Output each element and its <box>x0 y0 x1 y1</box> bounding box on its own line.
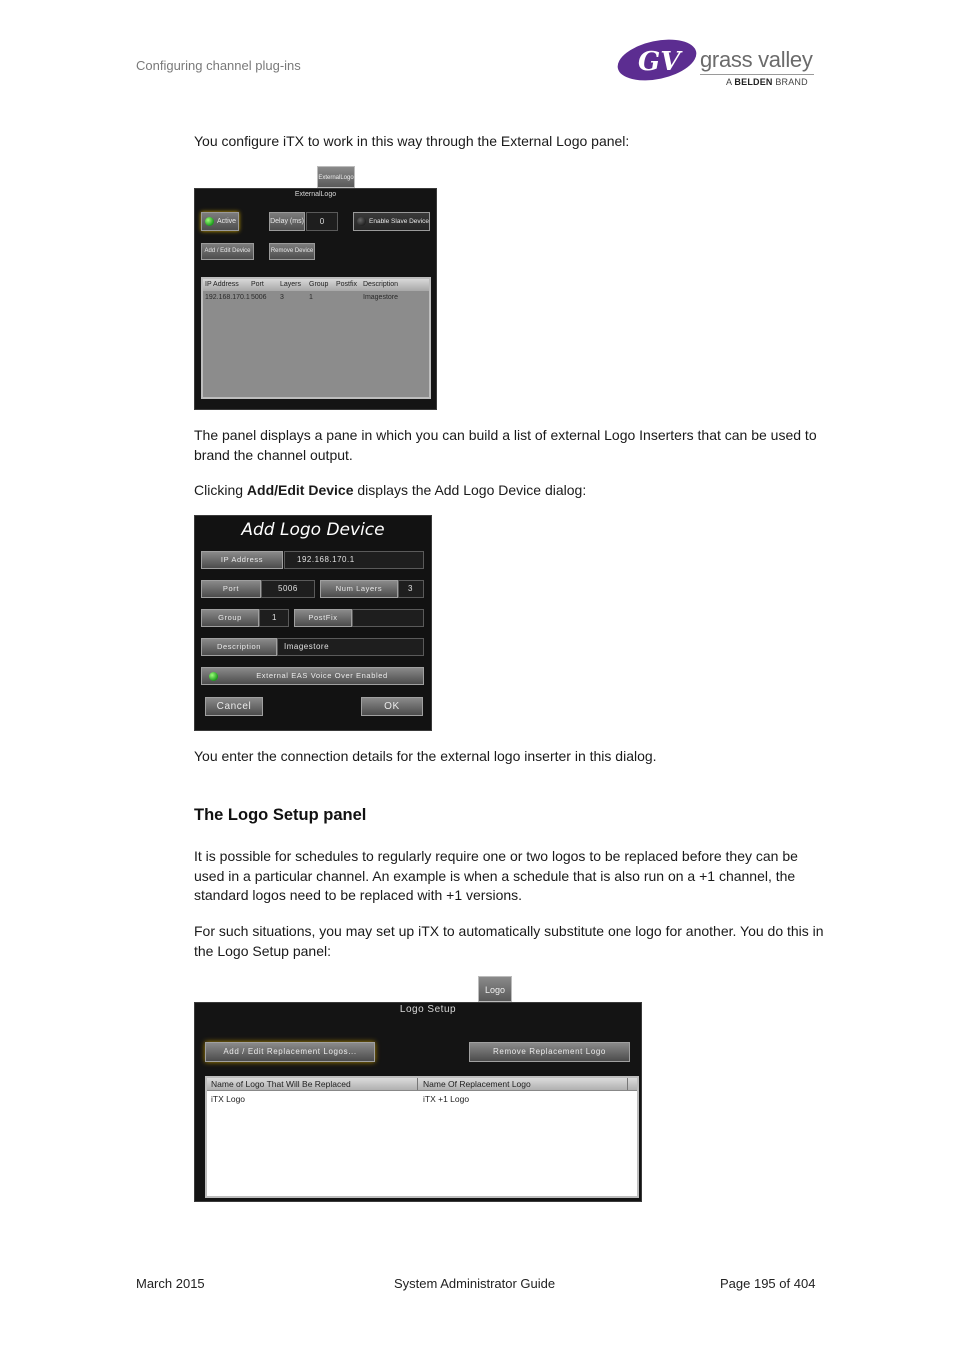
cell-replacement-logo: iTX +1 Logo <box>423 1094 470 1104</box>
remove-replacement-logo-button[interactable]: Remove Replacement Logo <box>469 1042 630 1062</box>
tab-external-logo[interactable]: ExternalLogo <box>317 166 355 188</box>
delay-label: Delay (ms) <box>269 212 305 231</box>
column-divider <box>627 1078 628 1090</box>
col-logo-to-replace: Name of Logo That Will Be Replaced <box>211 1079 351 1089</box>
click-paragraph: Clicking Add/Edit Device displays the Add Logo Device dialog: <box>194 482 587 498</box>
col-port: Port <box>251 281 264 288</box>
eas-voice-over-toggle[interactable]: External EAS Voice Over Enabled <box>201 667 424 685</box>
port-input[interactable]: 5006 <box>261 580 315 598</box>
active-led-icon <box>205 217 214 226</box>
cell-ip: 192.168.170.1 <box>205 294 250 301</box>
postfix-input[interactable] <box>352 609 424 627</box>
footer-page: Page 195 of 404 <box>720 1276 816 1291</box>
device-list <box>201 277 431 399</box>
tab-logo[interactable]: Logo <box>478 976 512 1002</box>
cell-layers: 3 <box>280 294 284 301</box>
svg-text:GV: GV <box>638 47 681 77</box>
ip-address-input[interactable]: 192.168.170.1 <box>284 551 424 569</box>
external-logo-panel <box>194 188 437 410</box>
description-label: Description <box>201 638 277 656</box>
delay-input[interactable]: 0 <box>306 212 338 231</box>
section-heading: The Logo Setup panel <box>194 806 367 824</box>
col-description: Description <box>363 281 399 288</box>
panel-description-paragraph: The panel displays a pane in which you can build a list of external Logo Inserters that can be used to brand the channel output. <box>194 427 817 463</box>
panel-title: ExternalLogo <box>294 191 337 198</box>
num-layers-input[interactable]: 3 <box>398 580 424 598</box>
add-edit-replacement-logos-button[interactable]: Add / Edit Replacement Logos... <box>205 1042 375 1062</box>
replacement-logo-list <box>205 1076 639 1198</box>
logo-setup-title: Logo Setup <box>399 1004 457 1015</box>
description-input[interactable]: Imagestore <box>277 638 424 656</box>
cell-port: 5006 <box>251 294 267 301</box>
col-postfix: Postfix <box>336 281 358 288</box>
col-group: Group <box>309 281 329 288</box>
cell-logo-to-replace: iTX Logo <box>211 1094 246 1104</box>
ok-button[interactable]: OK <box>361 697 423 716</box>
logo-paragraph-2: For such situations, you may set up iTX to automatically substitute one logo for another. You do this in the Logo Setup panel: <box>194 923 824 959</box>
footer-date: March 2015 <box>136 1276 205 1291</box>
cell-group: 1 <box>309 294 313 301</box>
dialog-paragraph: You enter the connection details for the external logo inserter in this dialog. <box>194 748 657 764</box>
port-label: Port <box>201 580 261 598</box>
footer-guide: System Administrator Guide <box>394 1276 556 1291</box>
group-label: Group <box>201 609 259 627</box>
grass-valley-logo-icon <box>616 39 698 81</box>
num-layers-label: Num Layers <box>320 580 398 598</box>
logo-paragraph-1: It is possible for schedules to regularly require one or two logos to be replaced before they can be used in a particular channel. An example is when a schedule that is also run on a +1 channel, the standard logos need to be replaced with +1 versions. <box>194 848 798 903</box>
table-row[interactable] <box>203 293 429 304</box>
table-row[interactable] <box>207 1092 637 1105</box>
external-logo-screenshot <box>194 166 437 410</box>
group-input[interactable]: 1 <box>259 609 289 627</box>
brand-sub: A BELDEN BRAND <box>726 77 808 87</box>
eas-led-icon <box>209 672 218 681</box>
cell-description: Imagestore <box>363 294 399 301</box>
enable-slave-toggle[interactable]: Enable Slave Device <box>353 212 430 231</box>
logo-setup-panel <box>194 1002 642 1202</box>
brand-name: grass valley <box>700 47 813 72</box>
remove-device-button[interactable]: Remove Device <box>269 243 315 260</box>
ip-address-label: IP Address <box>201 551 283 569</box>
section-header: Configuring channel plug-ins <box>136 58 301 73</box>
postfix-label: PostFix <box>294 609 352 627</box>
enable-slave-led-icon <box>357 217 366 226</box>
col-layers: Layers <box>280 281 302 288</box>
col-ip-address: IP Address <box>205 281 239 288</box>
intro-paragraph: You configure iTX to work in this way through the External Logo panel: <box>194 133 630 149</box>
dialog-title: Add Logo Device <box>241 520 385 540</box>
logo-setup-screenshot <box>194 976 642 1202</box>
active-toggle[interactable]: Active <box>201 212 239 231</box>
col-replacement-logo: Name Of Replacement Logo <box>423 1079 531 1089</box>
add-logo-device-dialog <box>194 515 432 731</box>
cancel-button[interactable]: Cancel <box>205 697 263 716</box>
add-edit-device-button[interactable]: Add / Edit Device <box>201 243 254 260</box>
brand-divider <box>700 74 814 75</box>
column-divider <box>417 1078 418 1090</box>
